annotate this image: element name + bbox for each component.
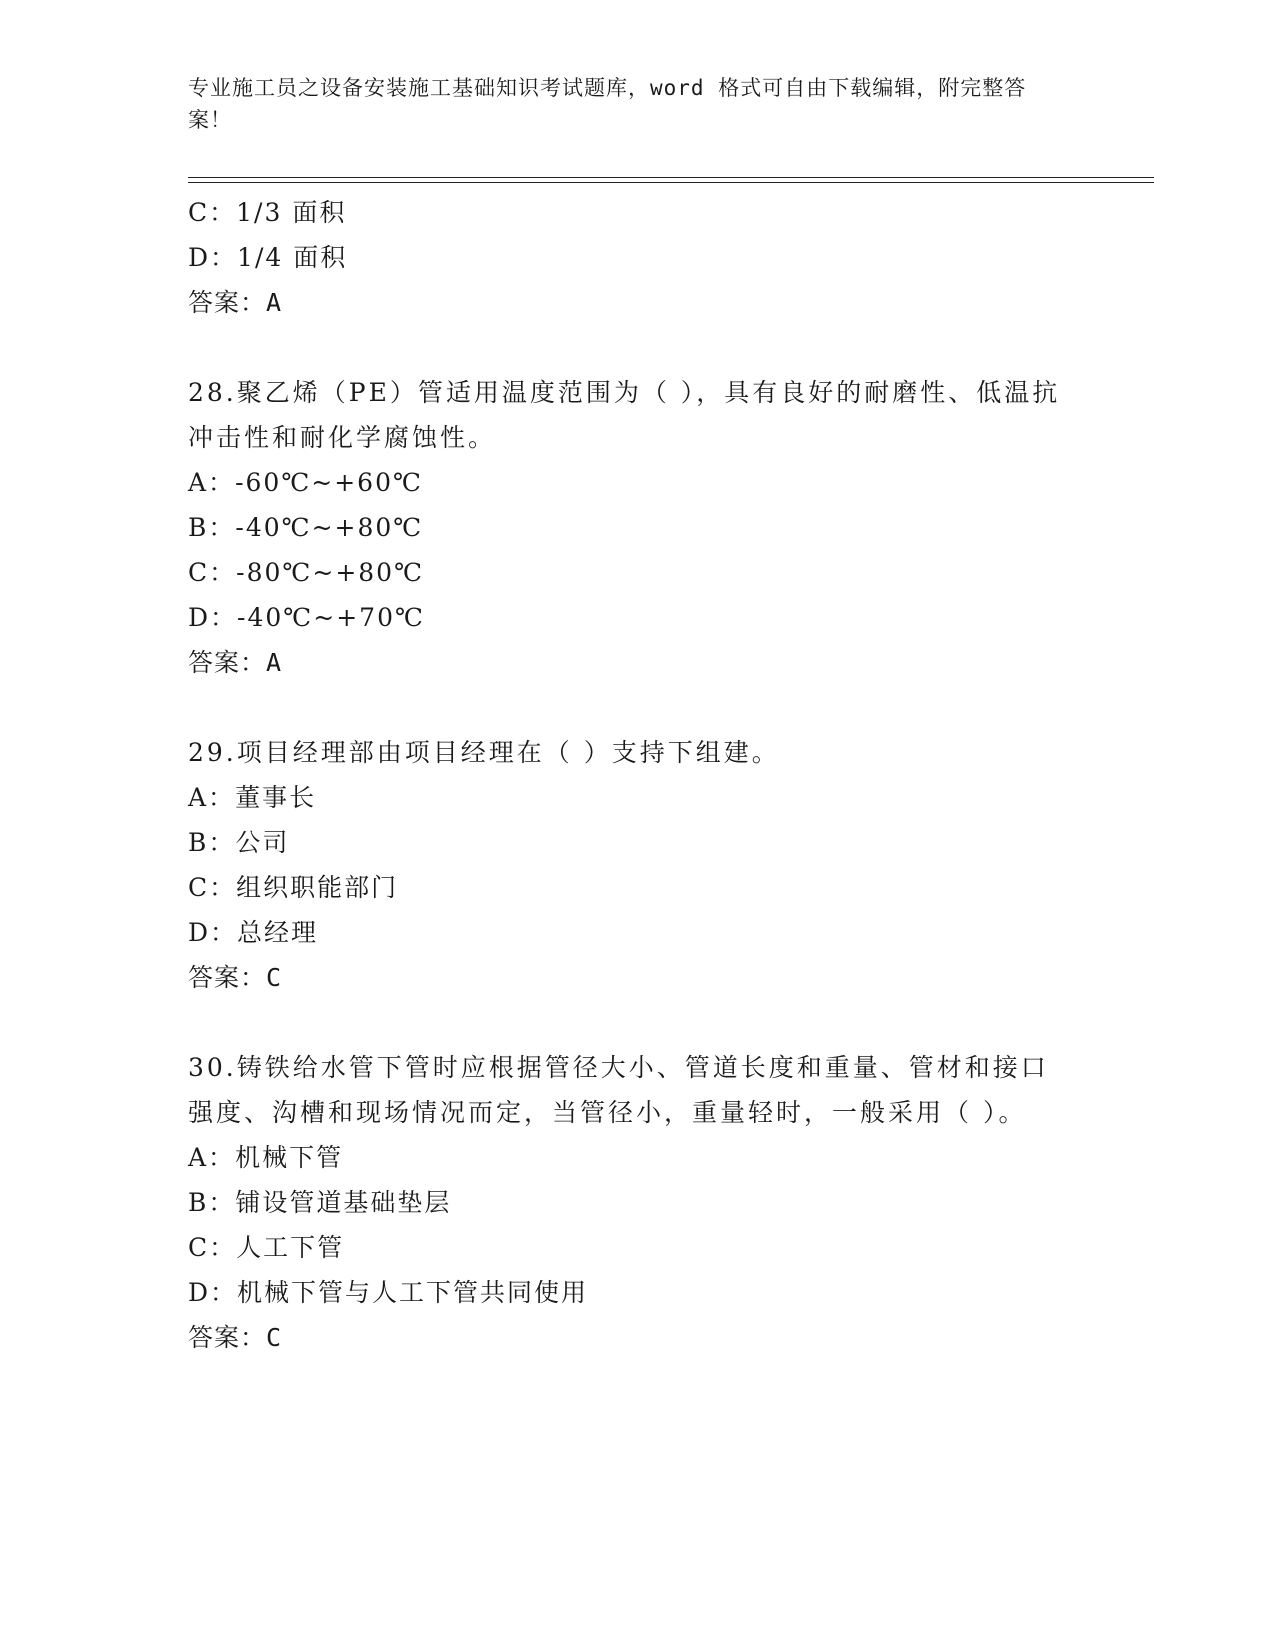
option-text: 公司 [235, 828, 290, 857]
answer-value: C [266, 963, 283, 992]
option-key: B： [188, 513, 236, 542]
option-key: B： [188, 1188, 236, 1217]
option-key: D： [188, 1278, 238, 1307]
option-c [188, 1225, 1088, 1270]
answer-value: A [266, 648, 283, 677]
option-c [188, 190, 1088, 235]
option-text: -40℃~+70℃ [237, 603, 425, 632]
option-text: 组织职能部门 [236, 873, 399, 902]
option-text: -40℃~+80℃ [235, 513, 424, 542]
option-b [188, 505, 1088, 550]
question-text: 30.铸铁给水管下管时应根据管径大小、管道长度和重量、管材和接口强度、沟槽和现场情况而定，当管径小，重量轻时，一般采用（ ）。 [188, 1053, 1049, 1127]
option-key: C： [188, 873, 237, 902]
option-d [188, 910, 1088, 955]
option-b [188, 1180, 1088, 1225]
option-text: 董事长 [235, 783, 317, 812]
option-b [188, 820, 1088, 865]
option-d [188, 595, 1088, 640]
spacer [188, 1000, 1088, 1045]
answer-label: 答案： [188, 648, 267, 677]
option-key: C： [188, 558, 237, 587]
question-text: 29.项目经理部由项目经理在（ ）支持下组建。 [188, 738, 780, 767]
option-c [188, 865, 1088, 910]
option-key: C： [188, 198, 237, 227]
answer-line [188, 640, 1088, 685]
option-a [188, 1135, 1088, 1180]
option-text: 人工下管 [236, 1233, 345, 1262]
option-key: A： [188, 1143, 236, 1172]
answer-line [188, 280, 1088, 325]
answer-line [188, 955, 1088, 1000]
option-text: 机械下管与人工下管共同使用 [237, 1278, 589, 1307]
option-text: -80℃~+80℃ [236, 558, 425, 587]
answer-value: A [266, 288, 283, 317]
option-key: B： [188, 828, 236, 857]
spacer [188, 325, 1088, 370]
header-rule-top [188, 177, 1154, 178]
option-text: 铺设管道基础垫层 [235, 1188, 452, 1217]
option-text: 机械下管 [235, 1143, 344, 1172]
answer-label: 答案： [188, 963, 267, 992]
answer-label: 答案： [188, 1323, 267, 1352]
header-rule-bottom [188, 182, 1154, 183]
option-a [188, 775, 1088, 820]
question-list [188, 190, 1088, 1360]
document-header: 专业施工员之设备安装施工基础知识考试题库，word 格式可自由下载编辑，附完整答案！ [188, 76, 1027, 132]
option-d [188, 235, 1088, 280]
answer-line [188, 1315, 1088, 1360]
option-key: D： [188, 603, 238, 632]
answer-value: C [266, 1323, 283, 1352]
option-a [188, 460, 1088, 505]
spacer [188, 685, 1088, 730]
option-key: A： [188, 783, 236, 812]
option-c [188, 550, 1088, 595]
option-text: 1/4 面积 [237, 243, 348, 272]
answer-label: 答案： [188, 288, 267, 317]
option-d [188, 1270, 1088, 1315]
option-text: 总经理 [237, 918, 319, 947]
option-text: 1/3 面积 [236, 198, 347, 227]
option-key: A： [188, 468, 236, 497]
option-key: C： [188, 1233, 237, 1262]
option-key: D： [188, 918, 238, 947]
option-text: -60℃~+60℃ [235, 468, 423, 497]
question-text: 28.聚乙烯（PE）管适用温度范围为（ ），具有良好的耐磨性、低温抗冲击性和耐化学腐蚀性。 [188, 378, 1061, 452]
option-key: D： [188, 243, 238, 272]
